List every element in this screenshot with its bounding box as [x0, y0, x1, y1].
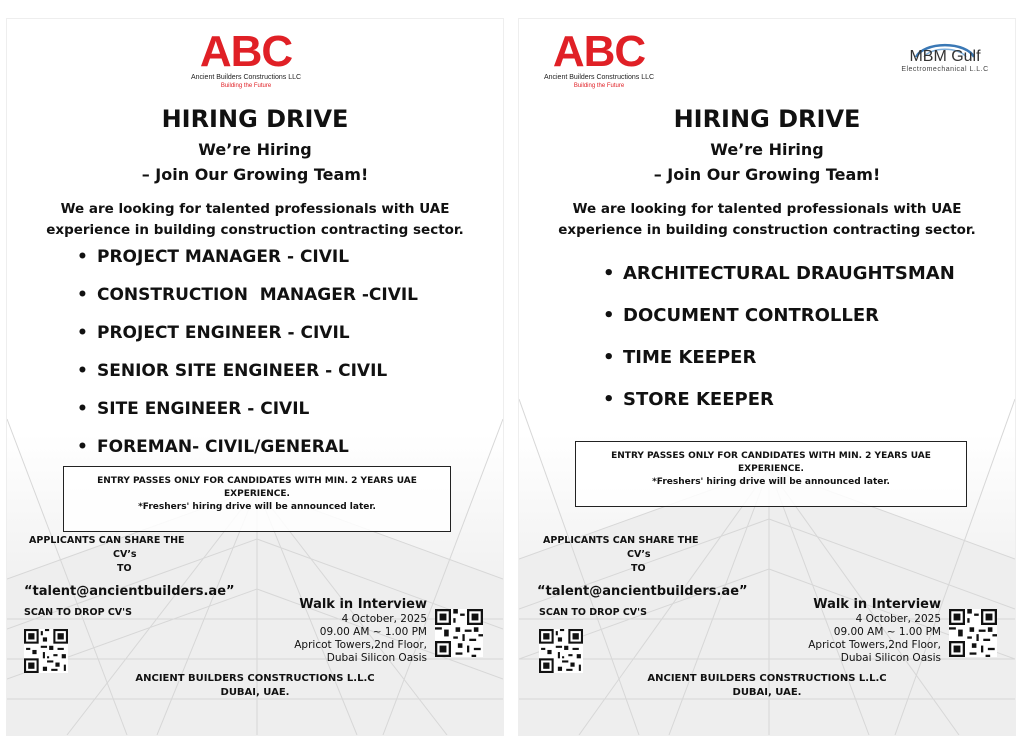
job-item: • CONSTRUCTION MANAGER -CIVIL: [77, 283, 418, 321]
walk-in-date: 4 October, 2025: [855, 613, 941, 625]
job-item: • DOCUMENT CONTROLLER: [603, 303, 955, 345]
qr-code-icon[interactable]: [539, 629, 583, 673]
walk-in-title: Walk in Interview: [813, 597, 941, 612]
job-item: • TIME KEEPER: [603, 345, 955, 387]
walk-in-time: 09.00 AM ~ 1.00 PM: [833, 626, 941, 638]
mbm-name: MBM Gulf: [909, 48, 981, 65]
mbm-gulf-logo: [889, 37, 1001, 74]
walk-in-details: [257, 596, 427, 665]
company-location: DUBAI, UAE.: [220, 687, 290, 698]
freshers-notice: *Freshers' hiring drive will be announced later.: [652, 477, 890, 487]
poster-right: [518, 18, 1016, 736]
poster-heading: HIRING DRIVE: [673, 105, 861, 133]
company-name: ANCIENT BUILDERS CONSTRUCTIONS L.L.C: [135, 673, 375, 684]
entry-notice: ENTRY PASSES ONLY FOR CANDIDATES WITH MIN. 2 YEARS UAE EXPERIENCE.: [97, 476, 417, 499]
abc-logo: [534, 27, 664, 90]
walk-in-title: Walk in Interview: [299, 597, 427, 612]
poster-intro: We are looking for talented professionals with UAE experience in building construction contracting sector.: [46, 201, 464, 238]
company-name: ANCIENT BUILDERS CONSTRUCTIONS L.L.C: [647, 673, 887, 684]
walk-in-time: 09.00 AM ~ 1.00 PM: [319, 626, 427, 638]
entry-notice: ENTRY PASSES ONLY FOR CANDIDATES WITH MIN. 2 YEARS UAE EXPERIENCE.: [611, 451, 931, 474]
job-item: • SENIOR SITE ENGINEER - CIVIL: [77, 359, 418, 397]
abc-logo-mark: ABC: [552, 27, 646, 76]
abc-logo: [181, 27, 311, 90]
poster-subheading-2: – Join Our Growing Team!: [653, 165, 881, 184]
poster-left: [6, 18, 504, 736]
entry-notice-box: [63, 466, 451, 532]
job-item: • PROJECT MANAGER - CIVIL: [77, 245, 418, 283]
entry-notice-box: [575, 441, 967, 507]
abc-logo-company: Ancient Builders Constructions LLC: [543, 74, 655, 81]
poster-heading: HIRING DRIVE: [161, 105, 349, 133]
abc-logo-company: Ancient Builders Constructions LLC: [190, 74, 302, 81]
apply-instructions: [29, 534, 185, 576]
abc-logo-tagline: Building the Future: [220, 83, 272, 89]
poster-intro: We are looking for talented professionals with UAE experience in building construction contracting sector.: [558, 201, 976, 238]
qr-code-icon[interactable]: [435, 609, 483, 657]
apply-line: TO: [117, 563, 132, 574]
job-item: • FOREMAN- CIVIL/GENERAL: [77, 435, 418, 473]
poster-subheading: We’re Hiring: [710, 140, 824, 159]
company-footer: [7, 672, 503, 700]
qr-code-icon[interactable]: [949, 609, 997, 657]
scan-label: SCAN TO DROP CV'S: [24, 607, 132, 618]
walk-in-venue: Dubai Silicon Oasis: [326, 652, 427, 664]
scan-label: SCAN TO DROP CV'S: [539, 607, 647, 618]
abc-logo-tagline: Building the Future: [573, 83, 625, 89]
job-item: • STORE KEEPER: [603, 387, 955, 429]
apply-line: TO: [631, 563, 646, 574]
apply-line: APPLICANTS CAN SHARE THE: [543, 535, 699, 546]
job-item: • SITE ENGINEER - CIVIL: [77, 397, 418, 435]
walk-in-venue: Apricot Towers,2nd Floor,: [294, 639, 427, 651]
apply-line: APPLICANTS CAN SHARE THE: [29, 535, 185, 546]
apply-instructions: [543, 534, 699, 576]
walk-in-venue: Apricot Towers,2nd Floor,: [808, 639, 941, 651]
apply-email[interactable]: “talent@ancientbuilders.ae”: [537, 584, 748, 599]
qr-code-icon[interactable]: [24, 629, 68, 673]
job-list: [603, 261, 955, 429]
job-item: • ARCHITECTURAL DRAUGHTSMAN: [603, 261, 955, 303]
walk-in-venue: Dubai Silicon Oasis: [840, 652, 941, 664]
company-footer: [519, 672, 1015, 700]
apply-line: CV’s: [113, 549, 137, 560]
job-item: • PROJECT ENGINEER - CIVIL: [77, 321, 418, 359]
mbm-sub: Electromechanical L.L.C: [901, 66, 989, 73]
poster-subheading-2: – Join Our Growing Team!: [141, 165, 369, 184]
freshers-notice: *Freshers' hiring drive will be announced later.: [138, 502, 376, 512]
abc-logo-mark: ABC: [199, 27, 293, 76]
walk-in-details: [771, 596, 941, 665]
apply-email[interactable]: “talent@ancientbuilders.ae”: [24, 584, 235, 599]
job-list: [77, 245, 418, 473]
poster-subheading: We’re Hiring: [198, 140, 312, 159]
walk-in-date: 4 October, 2025: [341, 613, 427, 625]
apply-line: CV’s: [627, 549, 651, 560]
company-location: DUBAI, UAE.: [732, 687, 802, 698]
